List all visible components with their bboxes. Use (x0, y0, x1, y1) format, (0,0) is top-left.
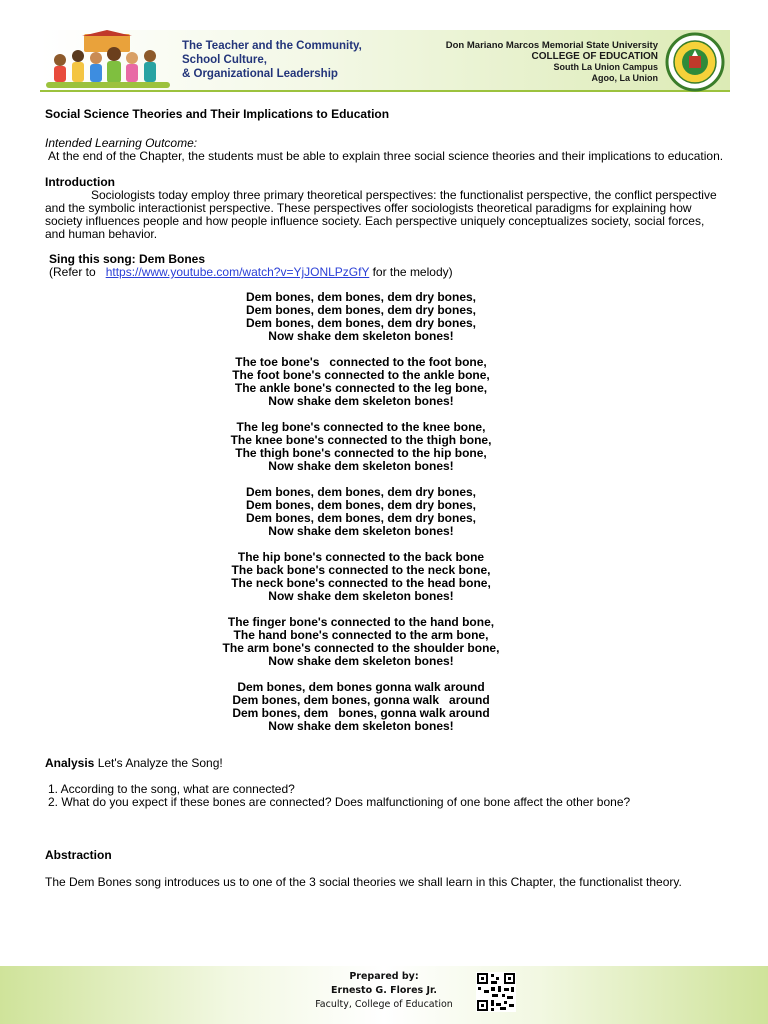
introduction-text: Sociologists today employ three primary theoretical perspectives: the functionalist perspective, the conflict perspective and the symbolic interactionist perspective. These perspectives offer sociologists theoretical paradigms for explaining how society influences people and how people influence society. Each perspective uniquely conceptualizes society, social forces, and human behavior. (45, 188, 717, 241)
lyric-line: Dem bones, dem bones, dem dry bones, (245, 290, 477, 304)
lyric-stanza (0, 421, 722, 473)
analysis-text: Let's Analyze the Song! (94, 756, 223, 770)
song-ref-suffix: for the melody) (369, 265, 453, 279)
lyric-line: The back bone's connected to the neck bone, (231, 563, 491, 577)
question-item: 1. According to the song, what are connected? (48, 782, 295, 796)
lyric-line: The hip bone's connected to the back bone (237, 550, 485, 564)
question-item: 2. What do you expect if these bones are connected? Does malfunctioning of one bone affect the other bone? (48, 795, 631, 809)
page-title: Social Science Theories and Their Implications to Education (45, 107, 390, 121)
lyric-stanza (0, 551, 722, 603)
lyric-line: Dem bones, dem bones, dem dry bones, (245, 485, 477, 499)
children-illustration-icon (46, 30, 174, 88)
lyric-stanza (0, 486, 722, 538)
author-role: Faculty, College of Education (315, 999, 453, 1010)
learning-outcome-label: Intended Learning Outcome: (45, 136, 198, 150)
abstraction-text: The Dem Bones song introduces us to one of the 3 social theories we shall learn in this Chapter, the functionalist theory. (45, 875, 682, 889)
campus-name: South La Union Campus (553, 62, 658, 72)
lyric-line: Dem bones, dem bones gonna walk around (237, 680, 485, 694)
lyric-line: The leg bone's connected to the knee bone, (236, 420, 486, 434)
lyric-line: Now shake dem skeleton bones! (268, 459, 454, 473)
introduction-heading: Introduction (45, 175, 115, 189)
campus-location: Agoo, La Union (591, 73, 658, 83)
lyric-stanza (0, 616, 722, 668)
song-reference (45, 266, 727, 279)
analysis-heading (45, 757, 727, 770)
lyric-line: The knee bone's connected to the thigh bone, (230, 433, 492, 447)
analysis-questions (45, 783, 727, 809)
qr-code-icon (476, 972, 516, 1012)
university-name: Don Mariano Marcos Memorial State University (445, 40, 658, 51)
lyric-line: Dem bones, dem bones, dem dry bones, (245, 498, 477, 512)
abstraction-heading: Abstraction (45, 848, 112, 862)
lyric-line: Dem bones, dem bones, gonna walk around (232, 706, 490, 720)
lyric-line: Now shake dem skeleton bones! (268, 589, 454, 603)
lyric-stanza (0, 356, 722, 408)
lyric-line: Dem bones, dem bones, gonna walk around (232, 693, 490, 707)
lyric-line: The finger bone's connected to the hand bone, (227, 615, 495, 629)
lyric-line: Now shake dem skeleton bones! (268, 719, 454, 733)
learning-outcome-text: At the end of the Chapter, the students must be able to explain three social science theories and their implications to education. (48, 149, 724, 163)
course-title: The Teacher and the Community, School Culture, & Organizational Leadership (182, 40, 362, 80)
lyric-line: Now shake dem skeleton bones! (268, 524, 454, 538)
institution-block (410, 40, 658, 84)
lyric-line: The hand bone's connected to the arm bone, (233, 628, 489, 642)
lyric-line: Now shake dem skeleton bones! (268, 329, 454, 343)
lyric-line: Now shake dem skeleton bones! (268, 394, 454, 408)
lyric-line: The ankle bone's connected to the leg bone, (234, 381, 488, 395)
lyric-line: Now shake dem skeleton bones! (268, 654, 454, 668)
lyric-line: The neck bone's connected to the head bone, (231, 576, 491, 590)
lyric-line: The foot bone's connected to the ankle bone, (232, 368, 490, 382)
analysis-label: Analysis (45, 756, 95, 770)
lyric-line: Dem bones, dem bones, dem dry bones, (245, 511, 477, 525)
song-ref-prefix: (Refer to (49, 265, 106, 279)
song-heading: Sing this song: Dem Bones (49, 252, 206, 266)
lyric-line: The arm bone's connected to the shoulder bone, (222, 641, 500, 655)
lyric-line: The toe bone's connected to the foot bone, (235, 355, 487, 369)
prepared-by-label: Prepared by: (349, 971, 419, 982)
university-seal-icon (664, 32, 726, 92)
document-footer (0, 966, 768, 1024)
prepared-by-block (0, 970, 768, 1012)
song-link[interactable]: https://www.youtube.com/watch?v=YjJONLPzGfY (105, 265, 370, 279)
author-name: Ernesto G. Flores Jr. (331, 985, 437, 996)
document-header (40, 30, 730, 92)
lyric-line: The thigh bone's connected to the hip bone, (235, 446, 487, 460)
college-name: COLLEGE OF EDUCATION (531, 51, 658, 62)
lyric-stanza (0, 291, 722, 343)
lyric-line: Dem bones, dem bones, dem dry bones, (245, 303, 477, 317)
lyric-stanza (0, 681, 722, 733)
song-lyrics (0, 291, 722, 733)
lyric-line: Dem bones, dem bones, dem dry bones, (245, 316, 477, 330)
document-body (45, 106, 727, 889)
